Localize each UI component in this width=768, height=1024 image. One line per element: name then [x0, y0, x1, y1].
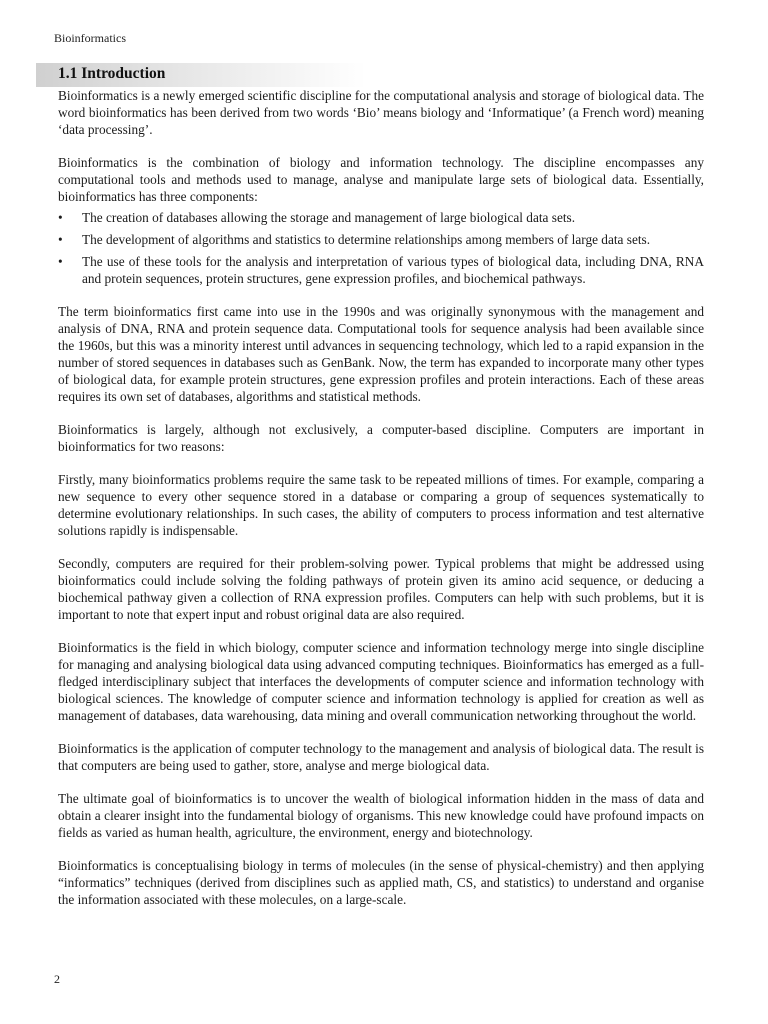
list-item: • The use of these tools for the analysis and interpretation of various types of biological data, including DNA, RNA and protein sequences, protein structures, gene expression profiles, and biochemical pathways. — [58, 254, 704, 286]
paragraph: Bioinformatics is the combination of biology and information technology. The discipline encompasses any computational tools and methods used to manage, analyse and manipulate large sets of biological data. Essentially, bioinformatics has three components: — [58, 155, 704, 204]
paragraph: Bioinformatics is largely, although not exclusively, a computer-based discipline. Computers are important in bioinformatics for two reasons: — [58, 422, 704, 454]
component-list — [58, 209, 704, 287]
paragraph: Secondly, computers are required for their problem-solving power. Typical problems that might be addressed using bioinformatics could include solving the folding pathways of protein given its amino acid sequence, or deducing a biochemical pathway given a collection of RNA expression profiles. Computers can help with such problems, but it is important to note that expert input and robust original data are also required. — [58, 556, 704, 622]
page-number: 2 — [54, 972, 60, 986]
paragraph: Firstly, many bioinformatics problems require the same task to be repeated millions of times. For example, comparing a new sequence to every other sequence stored in a database or comparing a group of sequences systematically to determine evolutionary relationships. In such cases, the ability of computers to process information and test alternative solutions rapidly is indispensable. — [58, 472, 704, 538]
paragraph: The ultimate goal of bioinformatics is to uncover the wealth of biological information hidden in the mass of data and obtain a clearer insight into the fundamental biology of organisms. This new knowledge could have profound impacts on fields as varied as human health, agriculture, the environment, energy and biotechnology. — [58, 791, 704, 840]
bullet-icon: • — [58, 232, 63, 247]
paragraph: Bioinformatics is the application of computer technology to the management and analysis of biological data. The result is that computers are being used to gather, store, analyse and merge biological data. — [58, 741, 704, 773]
bullet-icon: • — [58, 254, 63, 269]
paragraph: Bioinformatics is a newly emerged scientific discipline for the computational analysis and storage of biological data. The word bioinformatics has been derived from two words ‘Bio’ means biology and ‘Informatique’ (a French word) meaning ‘data processing’. — [58, 88, 704, 137]
paragraph: Bioinformatics is conceptualising biology in terms of molecules (in the sense of physical-chemistry) and then applying “informatics” techniques (derived from disciplines such as applied math, CS, and statistics) to understand and organise the information associated with these molecules, on a large-scale. — [58, 858, 704, 907]
list-item: • The creation of databases allowing the storage and management of large biological data sets. — [58, 210, 576, 225]
section-heading-bar — [36, 63, 366, 87]
paragraph: Bioinformatics is the field in which biology, computer science and information technology merge into single discipline for managing and analysing biological data using advanced computing techniques. Bioinformatics has emerged as a full-fledged interdisciplinary subject that interfaces the developments of computer science and information technology with biological sciences. The knowledge of computer science and information technology is applied for creation as well as management of databases, data warehousing, data mining and overall communication networking throughout the world. — [58, 640, 704, 723]
section-heading: 1.1 Introduction — [58, 65, 166, 82]
paragraph: The term bioinformatics first came into use in the 1990s and was originally synonymous with the management and analysis of DNA, RNA and protein sequence data. Computational tools for sequence analysis had been available since the 1960s, but this was a minority interest until advances in sequencing technology, which led to a rapid expansion in the number of stored sequences in databases such as GenBank. Now, the term has expanded to incorporate many other types of biological data, for example protein structures, gene expression profiles and protein interactions. Each of these areas requires its own set of databases, algorithms and statistical methods. — [58, 304, 704, 404]
running-head: Bioinformatics — [54, 31, 126, 45]
bullet-icon: • — [58, 210, 63, 225]
body-text — [58, 87, 704, 924]
list-item: • The development of algorithms and statistics to determine relationships among members of large data sets. — [58, 232, 651, 247]
